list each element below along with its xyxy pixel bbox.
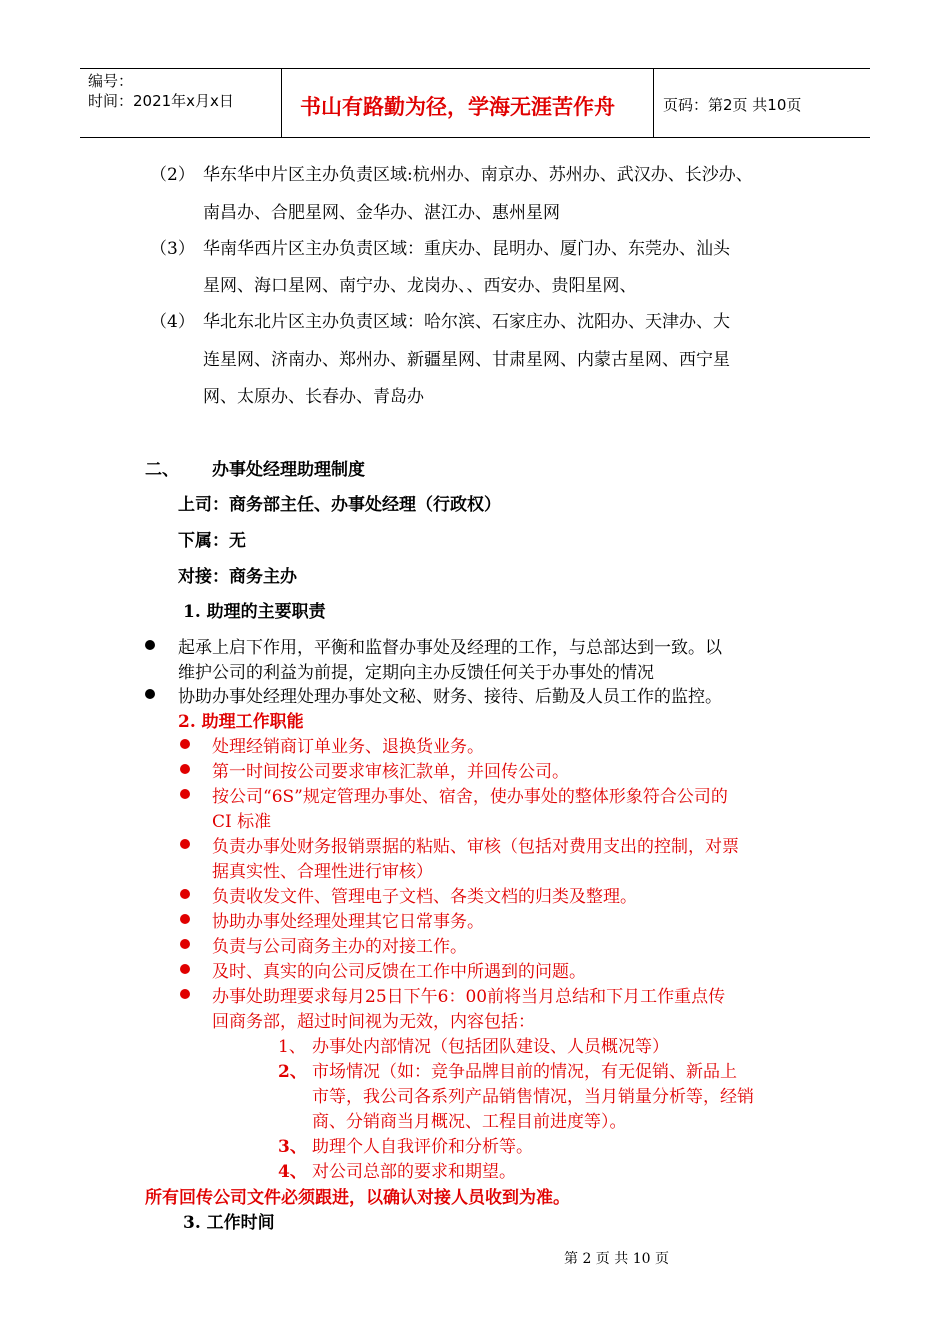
followup-note: 所有回传公司文件必须跟进，以确认对接人员收到为准。 bbox=[145, 1188, 570, 1208]
region-line: 星网、海口星网、南宁办、龙岗办、、西安办、贵阳星网、 bbox=[203, 276, 637, 296]
region-number: （3） bbox=[150, 239, 195, 259]
section-title: 办事处经理助理制度 bbox=[212, 460, 365, 480]
bullet-icon bbox=[180, 964, 190, 974]
superior-line: 上司：商务部主任、办事处经理（行政权） bbox=[178, 495, 501, 515]
report-item-line: 市场情况（如：竞争品牌目前的情况，有无促销、新品上 bbox=[312, 1062, 737, 1082]
function-line: 按公司“6S”规定管理办事处、宿舍，使办事处的整体形象符合公司的 bbox=[212, 787, 728, 807]
bullet-icon bbox=[180, 739, 190, 749]
bullet-icon bbox=[180, 889, 190, 899]
report-item-number: 1、 bbox=[278, 1037, 306, 1057]
section-number: 二、 bbox=[145, 460, 179, 480]
function-line: 据真实性、合理性进行审核） bbox=[212, 862, 433, 882]
page-footer: 第 2 页 共 10 页 bbox=[564, 1251, 669, 1267]
report-item-line: 商、分销商当月概况、工程目前进度等）。 bbox=[312, 1112, 627, 1132]
report-item-line: 市等，我公司各系列产品销售情况，当月销量分析等，经销 bbox=[312, 1087, 754, 1107]
header-date: 时间：2021年x月x日 bbox=[88, 92, 234, 110]
duty-line: 起承上启下作用，平衡和监督办事处及经理的工作，与总部达到一致。以 bbox=[178, 638, 722, 658]
function-line: 及时、真实的向公司反馈在工作中所遇到的问题。 bbox=[212, 962, 586, 982]
duties-title: 1. 助理的主要职责 bbox=[183, 602, 326, 622]
header-number: 编号： bbox=[88, 72, 134, 90]
function-line: 负责办事处财务报销票据的粘贴、审核（包括对费用支出的控制，对票 bbox=[212, 837, 739, 857]
duty-line: 维护公司的利益为前提，定期向主办反馈任何关于办事处的情况 bbox=[178, 663, 654, 683]
region-line: 华北东北片区主办负责区域：哈尔滨、石家庄办、沈阳办、天津办、大 bbox=[203, 312, 730, 332]
bullet-icon bbox=[180, 914, 190, 924]
report-item-number: 2、 bbox=[278, 1062, 307, 1082]
bullet-icon bbox=[145, 640, 155, 650]
region-line: 连星网、济南办、郑州办、新疆星网、甘肃星网、内蒙古星网、西宁星 bbox=[203, 350, 730, 370]
region-number: （2） bbox=[150, 165, 195, 185]
function-line: 回商务部，超过时间视为无效，内容包括： bbox=[212, 1012, 535, 1032]
bullet-icon bbox=[180, 989, 190, 999]
report-item-line: 对公司总部的要求和期望。 bbox=[312, 1162, 516, 1182]
bullet-icon bbox=[180, 939, 190, 949]
worktime-title: 3. 工作时间 bbox=[183, 1213, 275, 1233]
region-line: 南昌办、合肥星网、金华办、湛江办、惠州星网 bbox=[203, 203, 560, 223]
bullet-icon bbox=[180, 839, 190, 849]
header-page: 页码：第2页 共10页 bbox=[663, 96, 802, 114]
bullet-icon bbox=[180, 789, 190, 799]
report-item-number: 3、 bbox=[278, 1137, 307, 1157]
function-line: 办事处助理要求每月25日下午6：00前将当月总结和下月工作重点传 bbox=[212, 987, 726, 1007]
subordinate-line: 下属：无 bbox=[178, 531, 246, 551]
report-item-number: 4、 bbox=[278, 1162, 307, 1182]
region-line: 华东华中片区主办负责区域:杭州办、南京办、苏州办、武汉办、长沙办、 bbox=[203, 165, 753, 185]
function-line: 负责与公司商务主办的对接工作。 bbox=[212, 937, 467, 957]
function-line: CI 标准 bbox=[212, 812, 272, 832]
function-line: 协助办事处经理处理其它日常事务。 bbox=[212, 912, 484, 932]
function-line: 处理经销商订单业务、退换货业务。 bbox=[212, 737, 484, 757]
function-line: 第一时间按公司要求审核汇款单，并回传公司。 bbox=[212, 762, 569, 782]
duty-line: 协助办事处经理处理办事处文秘、财务、接待、后勤及人员工作的监控。 bbox=[178, 687, 722, 707]
report-item-line: 办事处内部情况（包括团队建设、人员概况等） bbox=[312, 1037, 669, 1057]
region-line: 华南华西片区主办负责区域：重庆办、昆明办、厦门办、东莞办、汕头 bbox=[203, 239, 730, 259]
function-line: 负责收发文件、管理电子文档、各类文档的归类及整理。 bbox=[212, 887, 637, 907]
report-item-line: 助理个人自我评价和分析等。 bbox=[312, 1137, 533, 1157]
liaison-line: 对接：商务主办 bbox=[178, 567, 297, 587]
region-line: 网、太原办、长春办、青岛办 bbox=[203, 387, 424, 407]
bullet-icon bbox=[145, 689, 155, 699]
functions-title: 2. 助理工作职能 bbox=[178, 712, 304, 732]
header-divider bbox=[281, 69, 282, 137]
header-motto: 书山有路勤为径，学海无涯苦作舟 bbox=[300, 95, 615, 119]
header-divider bbox=[653, 69, 654, 137]
bullet-icon bbox=[180, 764, 190, 774]
region-number: （4） bbox=[150, 312, 195, 332]
